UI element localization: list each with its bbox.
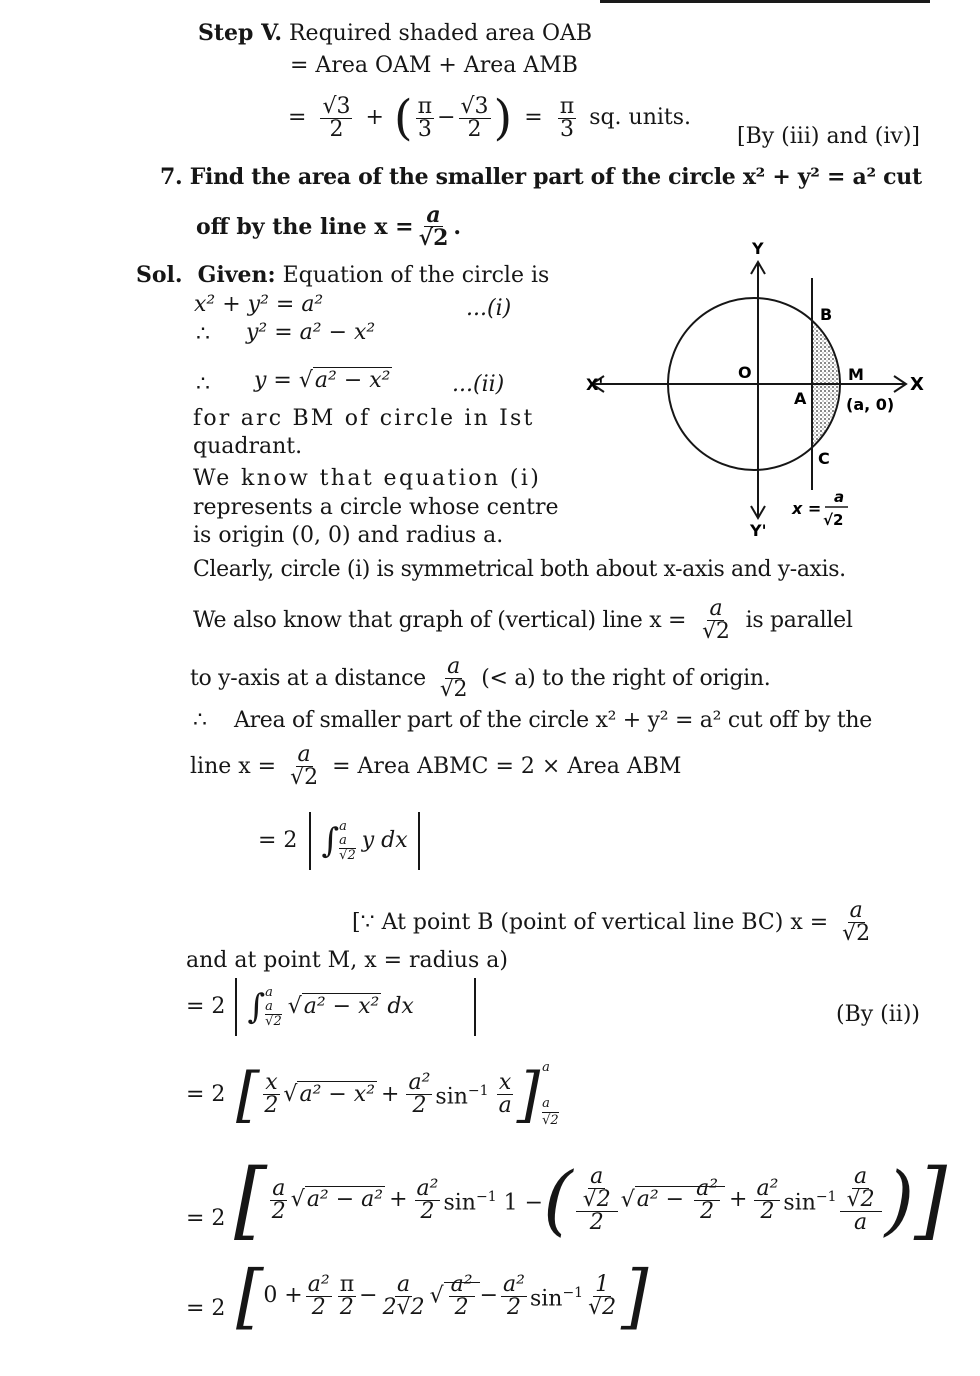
circle-diagram: [580, 230, 950, 550]
fraction: $\frac{a}{√2}$: [702, 596, 730, 644]
para2-line1: We know that equation (i): [193, 466, 542, 491]
fraction: $\frac{√3}{2}$: [322, 93, 351, 142]
para1-line1: for arc BM of circle in Ist: [193, 406, 535, 431]
fraction: $\frac{a}{√2}$: [842, 898, 871, 946]
step5-reference: [By (iii) and (iv)]: [737, 124, 921, 149]
bracket-open: [: [236, 1059, 260, 1130]
integral-1: [258, 812, 420, 870]
plus: +: [365, 105, 384, 130]
step-a-prefix: = 2: [186, 1082, 226, 1107]
step5-heading-line: [198, 20, 592, 47]
integral-limits: a a √2: [339, 818, 356, 863]
paren-open: (: [393, 90, 413, 146]
absolute-bars: [309, 812, 419, 870]
bracket-close: ]: [516, 1059, 541, 1130]
svg-text:O: O: [738, 363, 752, 382]
fraction: $\frac{a}{√2}$: [439, 654, 468, 702]
period: .: [453, 213, 462, 240]
integrand: y dx: [361, 828, 408, 853]
prefix: = 2: [186, 994, 226, 1019]
integral-limits: a a √2: [265, 984, 282, 1029]
given-text: Equation of the circle is: [282, 263, 550, 288]
para5: [190, 656, 770, 701]
svg-text:Y: Y: [752, 239, 764, 258]
para7: [190, 744, 681, 789]
svg-text:√2: √2: [823, 511, 844, 529]
minus: −: [437, 105, 456, 130]
step5-line2: = Area OAM + Area AMB: [290, 53, 578, 78]
equals: =: [288, 105, 307, 130]
svg-text:X': X': [586, 375, 604, 394]
svg-text:(a, 0): (a, 0): [846, 395, 895, 414]
para1-line2: quadrant.: [193, 434, 303, 459]
para2-line3: is origin (0, 0) and radius a.: [193, 523, 504, 548]
step-a-expression: [ $\frac{x}{2}$ √a² − x² + $\frac{\text{a²}}{2}$ $\sin^{-1}$ $\frac{x}{a}$ ] a a √2: [236, 1059, 559, 1130]
svg-text:C: C: [818, 449, 830, 468]
given-label: Given:: [197, 262, 276, 288]
sqrt: √a² − x²: [298, 368, 391, 393]
para6: Area of smaller part of the circle x² + y² = a² cut off by the: [234, 708, 873, 733]
step-b-expression: [ $\frac{a}{2}$ √a² − a² + $\frac{\text{a²}}{2}$ $\sin^{-1} 1$ − ( $\frac{\frac{a}{√2}}{2}$ √a² − $\frac{\text{a²}}{2}$ + $\frac{\text{a²}}{2}$ $\sin^{-1}$ $\frac{\frac{a}{√2}}{a}$ ) ]: [234, 1151, 948, 1249]
question-line2: [196, 204, 461, 249]
svg-text:A: A: [794, 389, 807, 408]
equation-3-ref: ...(ii): [452, 372, 505, 397]
step5-line3: [288, 90, 692, 146]
absolute-bars: [235, 978, 475, 1036]
solution-heading: [136, 262, 549, 289]
note-line2: and at point M, x = radius a): [186, 948, 508, 973]
integral-sign: ∫: [247, 987, 266, 1027]
para4-text: We also know that graph of (vertical) line x =: [193, 607, 687, 633]
para3: Clearly, circle (i) is symmetrical both about x-axis and y-axis.: [193, 557, 846, 582]
integral-2-ref: (By (ii)): [836, 1002, 920, 1027]
fraction: $\frac{\pi}{3}$: [417, 93, 433, 142]
equation-1-ref: ...(i): [466, 296, 512, 321]
question-number: 7.: [160, 164, 183, 190]
integral-sign: ∫: [321, 821, 340, 861]
question-line1: [160, 164, 922, 190]
para4-text-end: is parallel: [745, 607, 853, 633]
paren-close: ): [493, 90, 513, 146]
therefore-symbol: ∴: [196, 322, 210, 347]
svg-text:x =: x =: [792, 499, 822, 518]
para2-line2: represents a circle whose centre: [193, 495, 559, 520]
svg-text:Y': Y': [750, 521, 767, 540]
integral-2: [186, 978, 476, 1036]
sol-label: Sol.: [136, 262, 183, 288]
fraction: $\frac{a}{√2}$: [418, 202, 449, 251]
step-label: Step V.: [198, 20, 282, 46]
para7-text-end: = Area ABMC = 2 × Area ABM: [332, 753, 682, 779]
svg-text:B: B: [820, 305, 833, 324]
note-text: [∵ At point B (point of vertical line BC) x =: [352, 909, 829, 935]
equation-1: x² + y² = a²: [194, 292, 324, 317]
fraction: $\frac{\pi}{3}$: [559, 93, 575, 142]
svg-text:X: X: [910, 374, 924, 395]
para5-text-end: (< a) to the right of origin.: [481, 665, 771, 691]
para4: [193, 598, 853, 643]
para5-text: to y-axis at a distance: [190, 665, 426, 691]
prefix: = 2: [258, 828, 298, 853]
question-text-2: off by the line x =: [196, 213, 414, 240]
top-rule: [600, 0, 930, 3]
svg-text:M: M: [848, 365, 864, 384]
para7-text: line x =: [190, 753, 277, 779]
question-text: Find the area of the smaller part of the circle x² + y² = a² cut: [189, 164, 922, 190]
equation-2: y² = a² − x²: [246, 320, 376, 345]
fraction: $\frac{a}{√2}$: [290, 742, 319, 790]
equation-3: [254, 368, 392, 394]
step-c-expression: [ 0 + $\frac{\text{a²}}{2}$ $\frac{\pi}{2}$ − $\frac{a}{2√2}$ √ $\frac{\text{a²}}{2}$ − $\frac{\text{a²}}{2}$ $\sin^{-1}$ $\frac{1}{√2}$ ]: [236, 1255, 649, 1337]
equals: =: [524, 105, 543, 130]
svg-text:a: a: [834, 488, 845, 506]
note-line1: [352, 900, 875, 945]
therefore-symbol: ∴: [193, 708, 207, 733]
fraction: $\frac{√3}{2}$: [460, 93, 489, 142]
eq3-lhs: y =: [254, 368, 292, 393]
units: sq. units.: [589, 105, 692, 130]
therefore-symbol: ∴: [196, 372, 210, 397]
step-title: Required shaded area OAB: [288, 21, 593, 46]
sqrt: √a² − x²: [287, 994, 380, 1019]
dx: dx: [387, 994, 414, 1019]
step-c-prefix: = 2: [186, 1296, 226, 1321]
step-b-prefix: = 2: [186, 1206, 226, 1231]
